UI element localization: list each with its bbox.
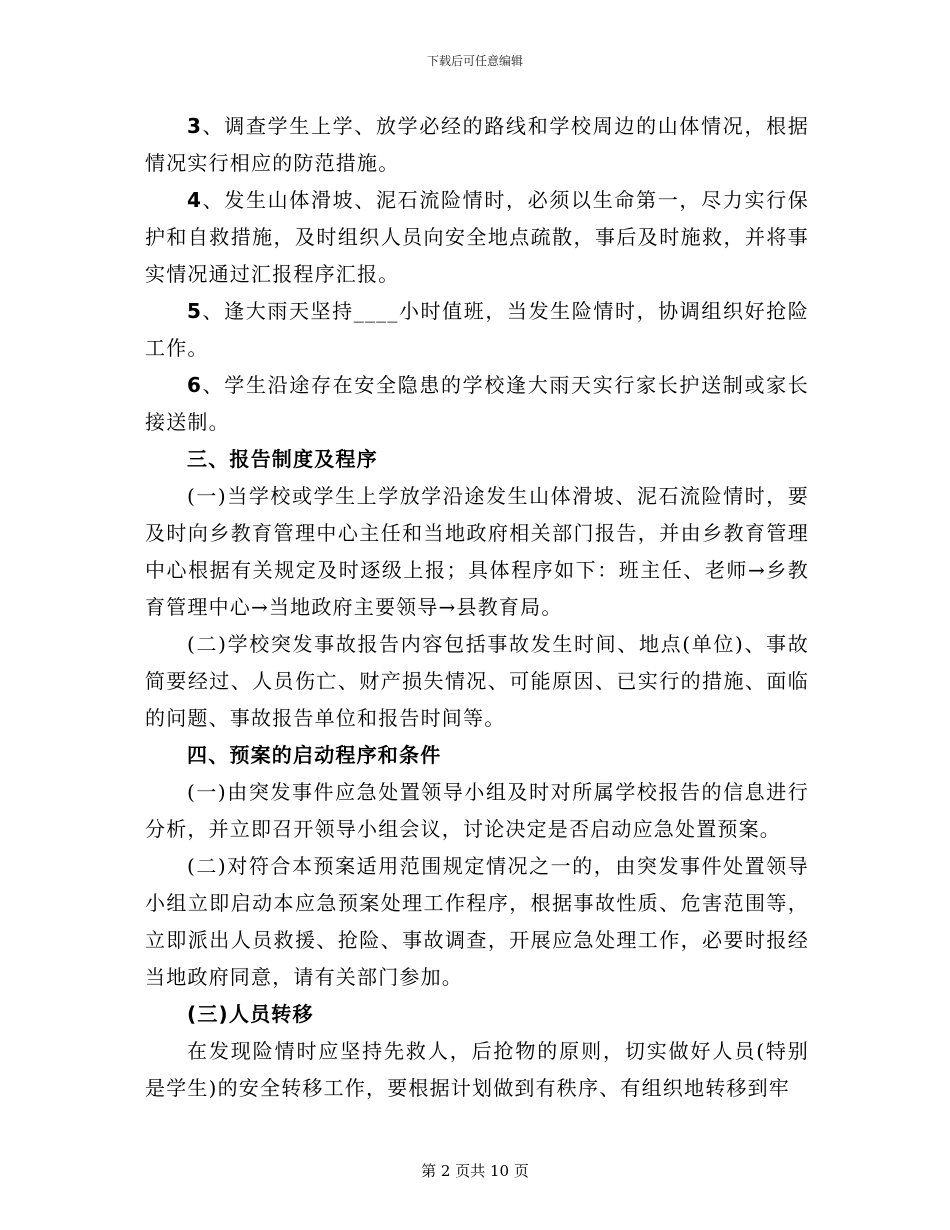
paragraph-item-4 xyxy=(145,182,809,293)
transfer-paragraph: 在发现险情时应坚持先救人，后抢物的原则，切实做好人员(特别是学生)的安全转移工作，要根据计划做到有秩序、有组织地转移到牢 xyxy=(145,1039,809,1100)
item-number: 6 xyxy=(187,373,203,397)
item-number: 5 xyxy=(187,299,203,323)
report-paragraph-2: (二)学校突发事故报告内容包括事故发生时间、地点(单位)、事故简要经过、人员伤亡、财产损失情况、可能原因、已实行的措施、面临的问题、事故报告单位和报告时间等。 xyxy=(145,632,809,730)
section-heading-activation: 四、预案的启动程序和条件 xyxy=(187,743,442,767)
item-text: 、发生山体滑坡、泥石流险情时，必须以生命第一，尽力实行保护和自救措施，及时组织人员向安全地点疏散，事后及时施救，并将事实情况通过汇报程序汇报。 xyxy=(145,188,809,286)
paragraph-item-6 xyxy=(145,367,809,441)
item-number: 3 xyxy=(187,114,203,138)
paragraph-item-3 xyxy=(145,108,809,182)
document-body xyxy=(145,108,809,1107)
item-text: 、调查学生上学、放学必经的路线和学校周边的山体情况，根据情况实行相应的防范措施。 xyxy=(145,114,809,175)
item-text: 、逢大雨天坚持____小时值班，当发生险情时，协调组织好抢险工作。 xyxy=(145,299,809,360)
section-heading-report: 三、报告制度及程序 xyxy=(187,447,378,471)
paragraph-item-5 xyxy=(145,293,809,367)
report-paragraph-1: (一)当学校或学生上学放学沿途发生山体滑坡、泥石流险情时，要及时向乡教育管理中心主任和当地政府相关部门报告，并由乡教育管理中心根据有关规定及时逐级上报；具体程序如下：班主任、老师→乡教育管理中心→当地政府主要领导→县教育局。 xyxy=(145,484,809,619)
item-text: 、学生沿途存在安全隐患的学校逢大雨天实行家长护送制或家长接送制。 xyxy=(145,373,809,434)
page-footer: 第 2 页共 10 页 xyxy=(421,1162,529,1180)
item-number: 4 xyxy=(187,188,203,212)
activation-paragraph-2: (二)对符合本预案适用范围规定情况之一的，由突发事件处置领导小组立即启动本应急预案处理工作程序，根据事故性质、危害范围等，立即派出人员救援、抢险、事故调查，开展应急处理工作，必要时报经当地政府同意，请有关部门参加。 xyxy=(145,854,809,989)
activation-paragraph-1: (一)由突发事件应急处置领导小组及时对所属学校报告的信息进行分析，并立即召开领导小组会议，讨论决定是否启动应急处置预案。 xyxy=(145,780,809,841)
page-header: 下载后可任意编辑 xyxy=(426,54,523,68)
subheading-personnel-transfer: (三)人员转移 xyxy=(187,1002,314,1026)
